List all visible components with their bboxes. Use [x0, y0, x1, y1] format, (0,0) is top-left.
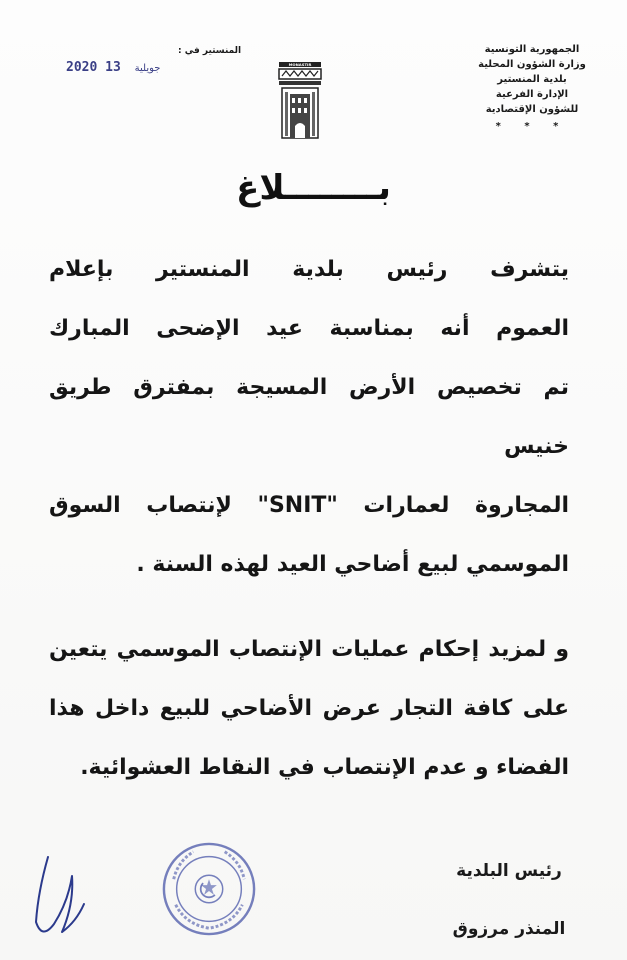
date-stamp	[66, 60, 166, 75]
header-line-department: للشؤون الإقتصادية	[485, 104, 579, 115]
notice-line-2: العموم أنه بمناسبة عيد الإضحى المبارك	[49, 316, 569, 341]
date-label: المنستير في :	[178, 46, 242, 56]
header-stars: * * *	[495, 121, 569, 132]
notice-line-8: الفضاء و عدم الإنتصاب في النقاط العشوائية.	[80, 755, 569, 780]
notice-line-6: و لمزيد إحكام عمليات الإنتصاب الموسمي يتعين	[49, 637, 569, 662]
header-line-subdirectorate: الإدارة الفرعية	[495, 89, 569, 100]
date-stamp-month: جويلية	[134, 63, 161, 74]
notice-body	[49, 240, 569, 797]
notice-line-4: المجاروة لعمارات "SNIT" لإنتصاب السوق	[49, 493, 569, 518]
notice-line-3: تم تخصيص الأرض المسيجة بمفترق طريق خنيس	[49, 375, 569, 459]
issuer-header	[477, 42, 587, 134]
header-line-ministry: وزارة الشؤون المحلية	[478, 59, 586, 70]
signatory-title: رئيس البلدية	[456, 861, 562, 881]
municipality-crest-icon	[276, 62, 324, 142]
notice-line-1: يتشرف رئيس بلدية المنستير بإعلام	[49, 257, 569, 282]
notice-line-7: على كافة التجار عرض الأضاحي للبيع داخل هذا	[49, 696, 569, 721]
logo-caption: MONASTIR	[288, 62, 312, 68]
notice-title: بــــــــلاغ	[236, 168, 391, 208]
header-line-municipality: بلدية المنستير	[497, 74, 567, 85]
signatory-name: المنذر مرزوق	[452, 919, 566, 939]
header-line-country: الجمهورية التونسية	[484, 44, 580, 55]
notice-line-5: الموسمي لبيع أضاحي العيد لهذه السنة .	[136, 552, 569, 577]
date-stamp-year: 2020	[66, 60, 98, 75]
signature-block	[439, 842, 579, 958]
official-seal-icon	[160, 840, 258, 938]
handwritten-signature-icon	[28, 852, 88, 942]
date-stamp-day: 13	[105, 60, 121, 75]
